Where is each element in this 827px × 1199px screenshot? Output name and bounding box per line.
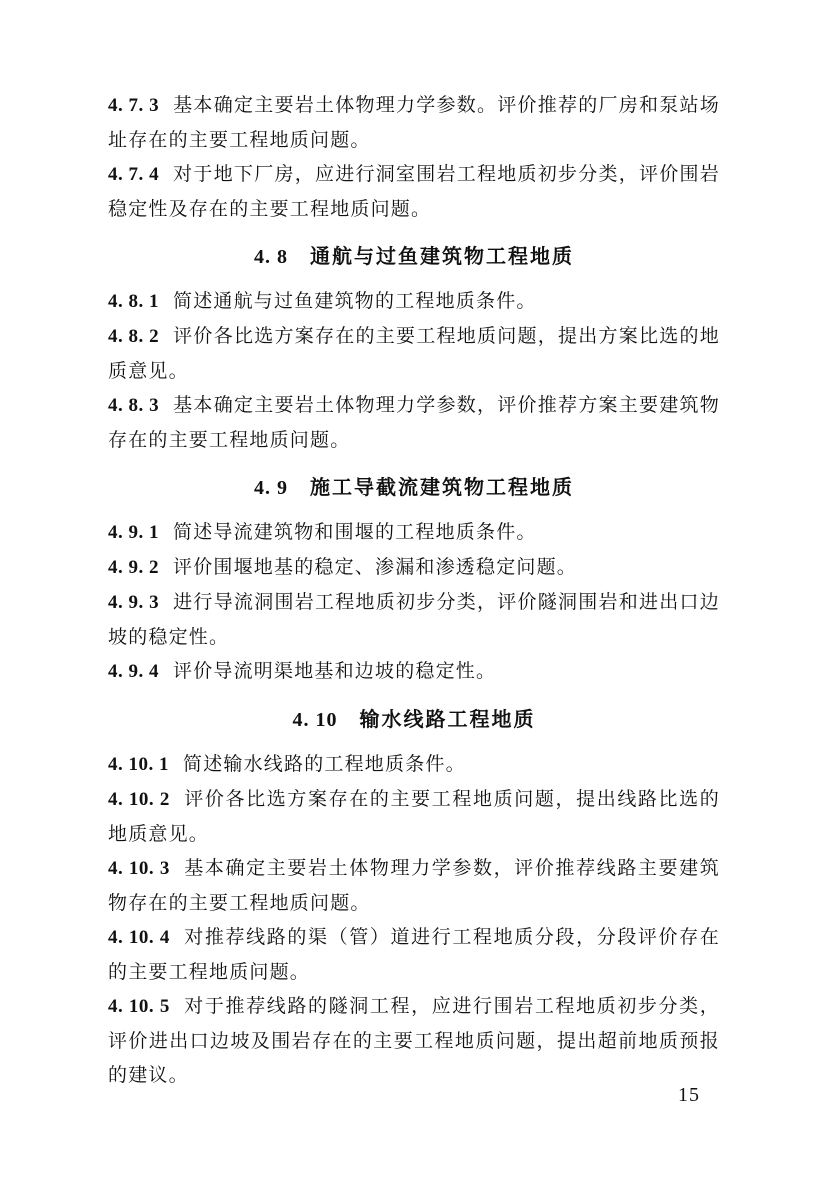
clause-number: 4. 10. 2: [108, 789, 170, 810]
clause-4-7-4: [108, 157, 720, 226]
clause-number: 4. 9. 3: [108, 592, 160, 613]
section-heading-4-10: [108, 691, 720, 747]
clause-number: 4. 8. 3: [108, 395, 160, 416]
clause-text: 对推荐线路的渠（管）道进行工程地质分段，分段评价存在的主要工程地质问题。: [108, 926, 720, 983]
clause-number: 4. 10. 1: [108, 754, 169, 775]
clause-4-9-4: [108, 654, 720, 689]
document-page: [108, 88, 720, 1092]
clause-text: 简述导流建筑物和围堰的工程地质条件。: [173, 521, 537, 543]
clause-text: 对于地下厂房，应进行洞室围岩工程地质初步分类，评价围岩稳定性及存在的主要工程地质问题。: [108, 163, 721, 220]
clause-4-10-1: [108, 747, 720, 782]
clause-4-8-2: [108, 319, 720, 388]
section-number: 4. 8: [254, 246, 288, 268]
clause-4-10-2: [108, 782, 720, 851]
clause-number: 4. 7. 3: [108, 95, 160, 116]
clause-4-9-1: [108, 515, 720, 550]
section-heading-4-8: [108, 228, 720, 284]
clause-number: 4. 8. 2: [108, 326, 160, 347]
clause-text: 对于推荐线路的隧洞工程，应进行围岩工程地质初步分类，评价进出口边坡及围岩存在的主要工程地质问题，提出超前地质预报的建议。: [108, 995, 720, 1086]
clause-number: 4. 9. 4: [108, 661, 159, 682]
section-title: 通航与过鱼建筑物工程地质: [310, 244, 574, 268]
clause-number: 4. 7. 4: [108, 164, 160, 185]
clause-number: 4. 9. 2: [108, 557, 159, 578]
clause-text: 简述通航与过鱼建筑物的工程地质条件。: [173, 290, 537, 312]
clause-text: 评价各比选方案存在的主要工程地质问题，提出方案比选的地质意见。: [108, 325, 721, 382]
clause-4-9-3: [108, 585, 720, 654]
clause-number: 4. 10. 5: [108, 996, 170, 1017]
clause-text: 基本确定主要岩土体物理力学参数，评价推荐线路主要建筑物存在的主要工程地质问题。: [108, 857, 720, 914]
clause-text: 基本确定主要岩土体物理力学参数。评价推荐的厂房和泵站场址存在的主要工程地质问题。: [108, 94, 721, 151]
clause-number: 4. 8. 1: [108, 291, 159, 312]
clause-4-10-5: [108, 989, 720, 1092]
section-heading-4-9: [108, 459, 720, 515]
clause-text: 评价各比选方案存在的主要工程地质问题，提出线路比选的地质意见。: [108, 788, 720, 845]
clause-text: 评价围堰地基的稳定、渗漏和渗透稳定问题。: [173, 556, 578, 578]
clause-text: 评价导流明渠地基和边坡的稳定性。: [173, 660, 497, 682]
clause-text: 简述输水线路的工程地质条件。: [183, 753, 466, 775]
clause-number: 4. 10. 3: [108, 858, 170, 879]
clause-4-8-3: [108, 388, 720, 457]
clause-number: 4. 10. 4: [108, 927, 170, 948]
clause-4-10-3: [108, 851, 720, 920]
section-number: 4. 9: [254, 477, 288, 499]
page-number: 15: [678, 1084, 700, 1106]
section-title: 施工导截流建筑物工程地质: [310, 475, 574, 499]
clause-4-7-3: [108, 88, 720, 157]
clause-number: 4. 9. 1: [108, 522, 159, 543]
clause-text: 进行导流洞围岩工程地质初步分类，评价隧洞围岩和进出口边坡的稳定性。: [108, 591, 721, 648]
clause-4-8-1: [108, 284, 720, 319]
clause-text: 基本确定主要岩土体物理力学参数，评价推荐方案主要建筑物存在的主要工程地质问题。: [108, 394, 721, 451]
clause-4-10-4: [108, 920, 720, 989]
section-number: 4. 10: [292, 709, 338, 731]
clause-4-9-2: [108, 550, 720, 585]
section-title: 输水线路工程地质: [359, 707, 536, 731]
